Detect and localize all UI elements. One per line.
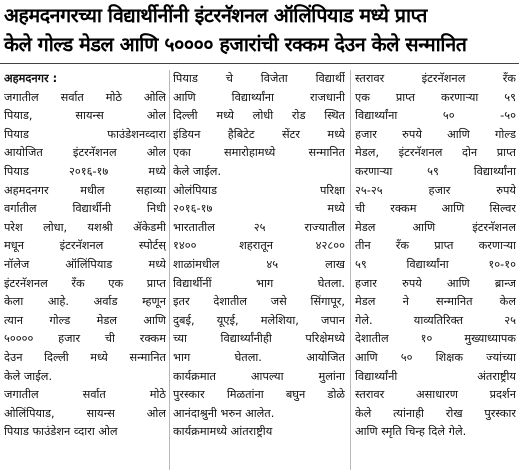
- column-text-line: एका समारोहामध्ये सन्मानित: [173, 146, 345, 160]
- column-text-line: इतर देशातील जसे सिंगापूर,: [173, 295, 345, 309]
- column-text-line: विद्यार्थीनीं भाग घेतला.: [173, 276, 345, 290]
- column-text-line: मेडल आणि इंटरनॅशनल: [355, 220, 516, 234]
- headline-rule: [0, 63, 519, 64]
- article-column-1: [4, 70, 166, 442]
- column-text-line: अहमदनगर मधील सहाव्या: [4, 183, 166, 197]
- headline-line-2: केले गोल्ड मेडल आणि ५०००० हजारांची रक्कम देउन केले सन्मानित: [4, 33, 467, 56]
- column-text-line: केला आहे. अर्वाड म्हणून: [4, 295, 166, 309]
- column-text-line: पियाड फाउंडेशन व्दारा ओल: [4, 425, 118, 439]
- column-text-line: जगातील सर्वात मोठे ओलि: [4, 90, 166, 104]
- column-text-line: मेडल ने सन्मानित केल: [355, 295, 516, 309]
- column-text-line: ओलिंपियाड, सायन्स ओल: [4, 406, 166, 420]
- column-text-line: ५९ विद्यार्थ्यांना १०-१०: [355, 257, 516, 271]
- column-text-line: हजार रुपये आणि ब्रान्ज: [355, 276, 516, 290]
- column-text-line: जगातील सर्वात मोठे: [4, 388, 166, 402]
- column-text-line: आणि विद्यार्थ्यांना राजधानी: [173, 90, 345, 104]
- column-divider: [350, 70, 351, 470]
- column-text-line: २०१६-१७ मध्ये: [173, 202, 345, 216]
- column-text-line: १४०० शहरातून ४२८००: [173, 239, 345, 253]
- column-text-line: देशातील १० मुख्याध्यापक: [355, 332, 516, 346]
- article-column-3: [355, 70, 516, 442]
- column-text-line: ओलंपियाड परिक्षा: [173, 183, 345, 197]
- column-text-line: पियाड २०१६-१७ मध्ये: [4, 164, 166, 178]
- column-text-line: ५०००० हजार ची रक्कम: [4, 332, 166, 346]
- column-text-line: स्तरावर इंटरनॅशनल रँक: [355, 72, 516, 85]
- column-text-line: विद्यार्थ्यांना ५० -५०: [355, 109, 516, 123]
- column-text-line: च्या विद्यार्थ्यांनीही परिक्षेमध्ये: [173, 332, 345, 346]
- column-text-line: विद्यार्थ्यांनी अंतराष्ट्रीय: [355, 369, 516, 383]
- column-text-line: आनंदाश्रुनी भरुन आलेत.: [173, 406, 275, 420]
- column-text-line: हजार रुपये आणि गोल्ड: [355, 127, 516, 141]
- column-text-line: इंटरनॅशनल रँक एक प्राप्त: [4, 276, 166, 290]
- column-text-line: इंडियन हैबिटेट सेंटर मध्ये: [173, 127, 345, 141]
- column-text-line: पियाड चे विजेता विद्यार्थी: [173, 72, 345, 85]
- column-text-line: कार्यक्रमामध्ये आंतराष्ट्रीय: [173, 425, 273, 439]
- column-text-line: दुबई, यूएई, मलेशिया, जपान: [173, 313, 345, 327]
- column-text-line: वर्गातील विद्यार्थीनी निधी: [4, 202, 166, 216]
- column-text-line: मधून इंटरनॅशनल स्पोर्टस्: [4, 239, 166, 253]
- column-text-line: पुरस्कार मिळतांना बघुन डोळे: [173, 388, 345, 402]
- column-text-line: पियाड, सायन्स ओल: [4, 109, 166, 123]
- column-text-line: तीन रँक प्राप्त करणाऱ्या: [355, 239, 516, 253]
- column-text-line: दिल्ली मध्ये लोधी रोड स्थित: [173, 109, 345, 123]
- column-text-line: केले जाईल.: [4, 369, 53, 383]
- column-text-line: करणाऱ्या ५९ विद्यार्थ्यांना: [355, 164, 516, 178]
- article-column-2: [173, 70, 345, 442]
- column-text-line: त्यान गोल्ड मेडल आणि: [4, 313, 166, 327]
- column-text-line: भारतातील २५ राज्यातील: [173, 220, 345, 234]
- column-text-line: आणि स्मृति चिन्ह दिले गेले.: [355, 425, 467, 439]
- column-text-line: कार्यक्रमात आपल्या मुलांना: [173, 369, 345, 383]
- column-text-line: आणि ५० शिक्षक ज्यांच्या: [355, 350, 516, 364]
- headline-line-1: अहमदनगरच्या विद्यार्थीनींनी इंटरनॅशनल ऑलिंपियाड मध्ये प्राप्त: [4, 4, 427, 27]
- column-text-line: केले त्यांनाही रोख पुरस्कार: [355, 406, 516, 420]
- column-text-line: आयोजित इंटरनॅशनल ओल: [4, 146, 166, 160]
- column-text-line: मेडल, इंटरनॅशनल दोन प्राप्त: [355, 146, 516, 160]
- column-text-line: २५-२५ हजार रुपये: [355, 183, 516, 197]
- column-text-line: स्तरावर असाधारण प्रदर्शन: [355, 388, 516, 402]
- column-text-line: शाळांमधील ४५ लाख: [173, 257, 345, 271]
- column-text-line: अहमदनगर :: [4, 72, 58, 85]
- column-text-line: देउन दिल्ली मध्ये सन्मानित: [4, 350, 166, 364]
- column-text-line: परेश लोधा, यशश्री ॲकेडमी: [4, 220, 166, 234]
- column-text-line: भाग घेतला. आयोजित: [173, 350, 345, 364]
- column-text-line: ची रक्कम आणि सिल्वर: [355, 202, 516, 216]
- column-text-line: नॉलेज ऑलिंपियाड मध्ये: [4, 257, 166, 271]
- column-text-line: पियाड फाउंडेशनव्दारा: [4, 127, 166, 141]
- column-text-line: एक प्राप्त करणाऱ्या ५९: [355, 90, 516, 104]
- column-text-line: केले जाईल.: [173, 164, 222, 178]
- column-divider: [169, 70, 170, 470]
- column-text-line: गेले. याव्यतिरिक्त २५: [355, 313, 516, 327]
